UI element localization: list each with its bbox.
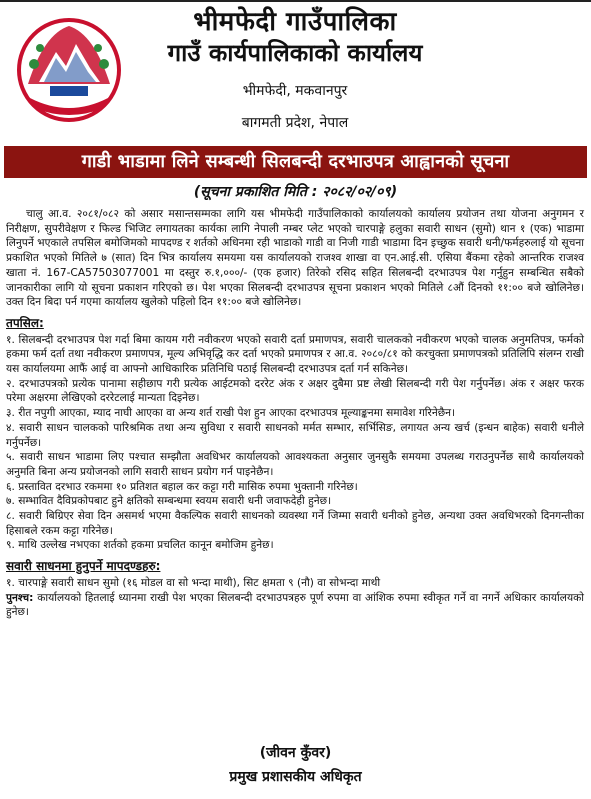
postscript-label: पुनश्च: [6, 591, 34, 604]
intro-paragraph: चालु आ.व. २०८१/०८२ को असार मसान्तसम्मका लागि यस भीमफेदी गाउँपालिकाको कार्यालयको कार्यालय प्रयोजन तथा योजना अनुगमन र निरीक्षण, सुपरीवेक्षण र फिल्ड भिजिट लगायतका कार्यका लागि नेपाली नम्बर प्लेट भएको चारपाङ्गे हलुका सवारी साधन (सुमो) थान १ (एक) भाडामा लिनुपर्ने भएकाले तपसिल बमोजिमको मापदण्ड र शर्तको अधिनमा रही भाडाको गाडी वा निजी गाडी भाडामा दिन इच्छुक सवारी धनी/फर्महरुलाई यो सूचना प्रकाशित भएको मितिले ७ (सात) दिन भित्र कार्यालय समयमा यस कार्यालयको राजश्व शाखा वा एन.आई.सी. एसिया बैंकमा रहेको आन्तरिक राजश्व खाता नं. 167-CA57503077001 मा दस्तुर रु.१,०००/- (एक हजार) तिरेको रसिद सहित सिलबन्दी दरभाउपत्र पेश गर्नुहुन सम्बन्धित सबैको जानकारीका लागि यो सूचना प्रकाशन गरिएको छ। पेश भएका सिलबन्दी दरभाउपत्र सूचना प्रकाशन भएको मितिले ८औं दिनको ११:०० बजे खोलिनेछ। उक्त दिन बिदा पर्न गएमा कार्यालय खुलेको पहिलो दिन ११:०० बजे खोलिनेछ। [6, 208, 584, 309]
list-item: १. चारपाङ्गे सवारी साधन सुमो (१६ मोडल वा सो भन्दा माथी), सिट क्षमता ९ (नौ) वा सोभन्दा माथी [6, 576, 381, 589]
list-item: ४. सवारी साधन चालकको पारिश्रमिक तथा अन्य सुविधा र सवारी साधनको मर्मत सम्भार, सर्भिसिङ, लगायत अन्य खर्च (इन्धन बाहेक) सवारी धनीले गर्नुपर्नेछ। [6, 421, 584, 449]
signatory-name: (जीवन कुँवर) [259, 745, 332, 761]
list-item: ६. प्रस्तावित दरभाउ रकममा १० प्रतिशत बहाल कर कट्टा गरी मासिक रुपमा भुक्तानी गरिनेछ। [6, 480, 358, 493]
office-province: बागमती प्रदेश, नेपाल [241, 115, 349, 131]
list-item: ५. सवारी साधन भाडामा लिए पश्चात सम्झौता अवधिभर कार्यालयको आवश्यकता अनुसार जुनसुकै समयमा उपलब्ध गराउनुपर्नेछ साथै कार्यालयको अनुमति बिना अन्य प्रयोजनको लागि सवारी साधन प्रयोग गर्न पाइनेछैन। [6, 451, 584, 478]
nepal-government-emblem-icon [14, 14, 124, 124]
postscript-text: कार्यालयको हितलाई ध्यानमा राखी पेश भएका सिलबन्दी दरभाउपत्रहरु पूर्ण रुपमा वा आंशिक रुपमा स्वीकृत गर्ने वा नगर्ने अधिकार कार्यालयको हुनेछ। [6, 591, 584, 619]
list-item: २. दरभाउपत्रको प्रत्येक पानामा सहीछाप गरी प्रत्येक आईटमको दररेट अंक र अक्षर दुबैमा प्रष्ट लेखी सिलबन्दी गरी पेश गर्नुपर्नेछ। अंक र अक्षर फरक परेमा अक्षरमा लेखिएको दररेटलाई मान्यता दिइनेछ। [6, 377, 584, 405]
list-item: ७. सम्भावित दैविप्रकोपबाट हुने क्षतिको सम्बन्धमा स्वयम सवारी धनी जवाफदेही हुनेछ। [6, 495, 332, 508]
list-item: ३. रीत नपुगी आएका, म्याद नाघी आएका वा अन्य शर्त राखी पेश हुन आएका दरभाउपत्र मूल्याङ्कनमा समावेश गरिनेछैन। [6, 407, 456, 420]
tapsil-heading: तपसिल: [6, 315, 44, 330]
office-location: भीमफेदी, मकवानपुर [242, 83, 348, 99]
criteria-heading: सवारी साधनमा हुनुपर्ने मापदण्डहरु: [6, 559, 161, 574]
office-header [130, 6, 460, 136]
office-name: गाउँ कार्यपालिकाको कार्यालय [167, 39, 423, 67]
publish-date: (सूचना प्रकाशित मिति : २०८२/०२/०९) [193, 184, 398, 200]
list-item: ८. सवारी बिग्रिएर सेवा दिन असमर्थ भएमा वैकल्पिक सवारी साधनको व्यवस्था गर्ने जिम्मा सवारी धनीको हुनेछ, अन्यथा उक्त अवधिभरको दिनगन्तीका हिसाबले रकम कट्टा गरिनेछ। [6, 510, 584, 537]
municipality-name: भीमफेदी गाउँपालिका [193, 7, 397, 37]
signatory-title: प्रमुख प्रशासकीय अधिकृत [229, 769, 362, 785]
notice-title-banner: गाडी भाडामा लिने सम्बन्धी सिलबन्दी दरभाउपत्र आह्वानको सूचना [4, 146, 587, 178]
postscript [6, 591, 584, 620]
top-border [0, 0, 591, 2]
notice-body [6, 207, 584, 620]
list-item: ९. माथि उल्लेख नभएका शर्तको हकमा प्रचलित कानून बमोजिम हुनेछ। [6, 539, 274, 552]
list-item: १. सिलबन्दी दरभाउपत्र पेश गर्दा बिमा कायम गरी नवीकरण भएको सवारी दर्ता प्रमाणपत्र, सवारी चालकको नवीकरण भएको चालक अनुमतिपत्र, फर्मको हकमा फर्म दर्ता तथा नवीकरण प्रमाणपत्र, मूल्य अभिवृद्धि कर दर्ता भएको प्रमाणपत्र र आ.व. २०८०/८१ को करचुक्ता प्रमाणपत्रको प्रतिलिपि संलग्न राखी यस कार्यालयमा आफैं आई वा आफ्नो आधिकारिक प्रतिनिधि पठाई सिलबन्दी दरभाउपत्र दर्ता गर्न सकिनेछ। [6, 333, 584, 376]
